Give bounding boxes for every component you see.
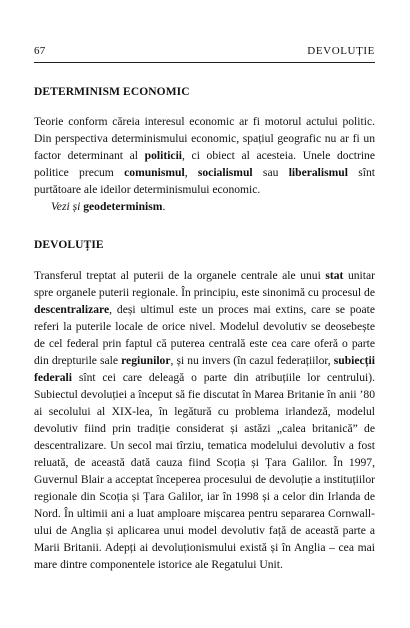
running-title: DEVOLUȚIE: [307, 45, 375, 57]
entry-heading-devolutie: DEVOLUȚIE: [34, 239, 104, 251]
page-number: 67: [34, 45, 46, 57]
entry-text-devolutie: Transferul treptat al puterii de la organele centrale ale unui stat unitar spre organele puterii regionale. În principiu, este sinonimă cu procesul de descentralizare, deși ultimul este un proces mai extins, care se poate referi la puterile locale de orice nivel. Modelul devolutiv se deosebește de cel federal prin faptul că puterea centrală este cea care oferă o parte din drepturile sale regiunilor, și nu invers (în cazul federațiilor, subiecții federali sînt cei care deleagă o parte din atribuțiile lor centrului). Subiectul devoluției a început să fie discutat în Marea Britanie în anii ’80 ai secolului al XIX-lea, în legătură cu problema irlandeză, modelul devolutiv fiind prin tradiție considerat și astăzi „calea britanică” de descentralizare. Un secol mai tîrziu, tematica modelului devolutiv a fost reluată, de această dată cauza fiind Scoția și Țara Galilor. În 1997, Guvernul Blair a acceptat începerea procesului de devoluție a instituțiilor regionale din Scoția și Țara Galilor, iar în 1998 și a celor din Irlanda de Nord. În ultimii ani a luat amploare mișcarea pentru separarea Cornwall-ului de Anglia și aplicarea unui model devolutiv față de această parte a Marii Britanii. Adepți ai devoluționismului există și în Anglia – cea mai mare dintre componentele istorice ale Regatului Unit.: [34, 269, 375, 571]
running-header: [34, 45, 375, 57]
term-comunismul: comunismul: [124, 166, 185, 179]
term-stat: stat: [325, 269, 344, 282]
term-liberalismul: liberalismul: [288, 166, 348, 179]
book-page: [34, 45, 375, 573]
term-socialismul: socialismul: [197, 166, 253, 179]
term-regiunilor: regiunilor: [121, 354, 171, 367]
entry-heading-determinism: DETERMINISM ECONOMIC: [34, 86, 190, 98]
entry-text-determinism: Teorie conform căreia interesul economic ar fi motorul actului politic. Din perspectiva determinismului economic, spațiul geografic nu ar fi un factor determinant al politicii, ci obiect al acesteia. Unele doctrine politice precum comunismul, socialismul sau liberalismul sînt purtătoare ale ideilor determinismului economic.: [34, 115, 375, 196]
see-also-line: Vezi și geodeterminism.: [51, 200, 166, 213]
see-also-label: Vezi și: [51, 200, 81, 213]
see-also-term: geodeterminism: [83, 200, 163, 213]
header-rule: [34, 62, 375, 63]
term-descentralizare: descentralizare: [34, 303, 110, 316]
term-politicii: politicii: [144, 149, 183, 162]
term-subiectii-federali: subiecții federali: [34, 354, 375, 384]
